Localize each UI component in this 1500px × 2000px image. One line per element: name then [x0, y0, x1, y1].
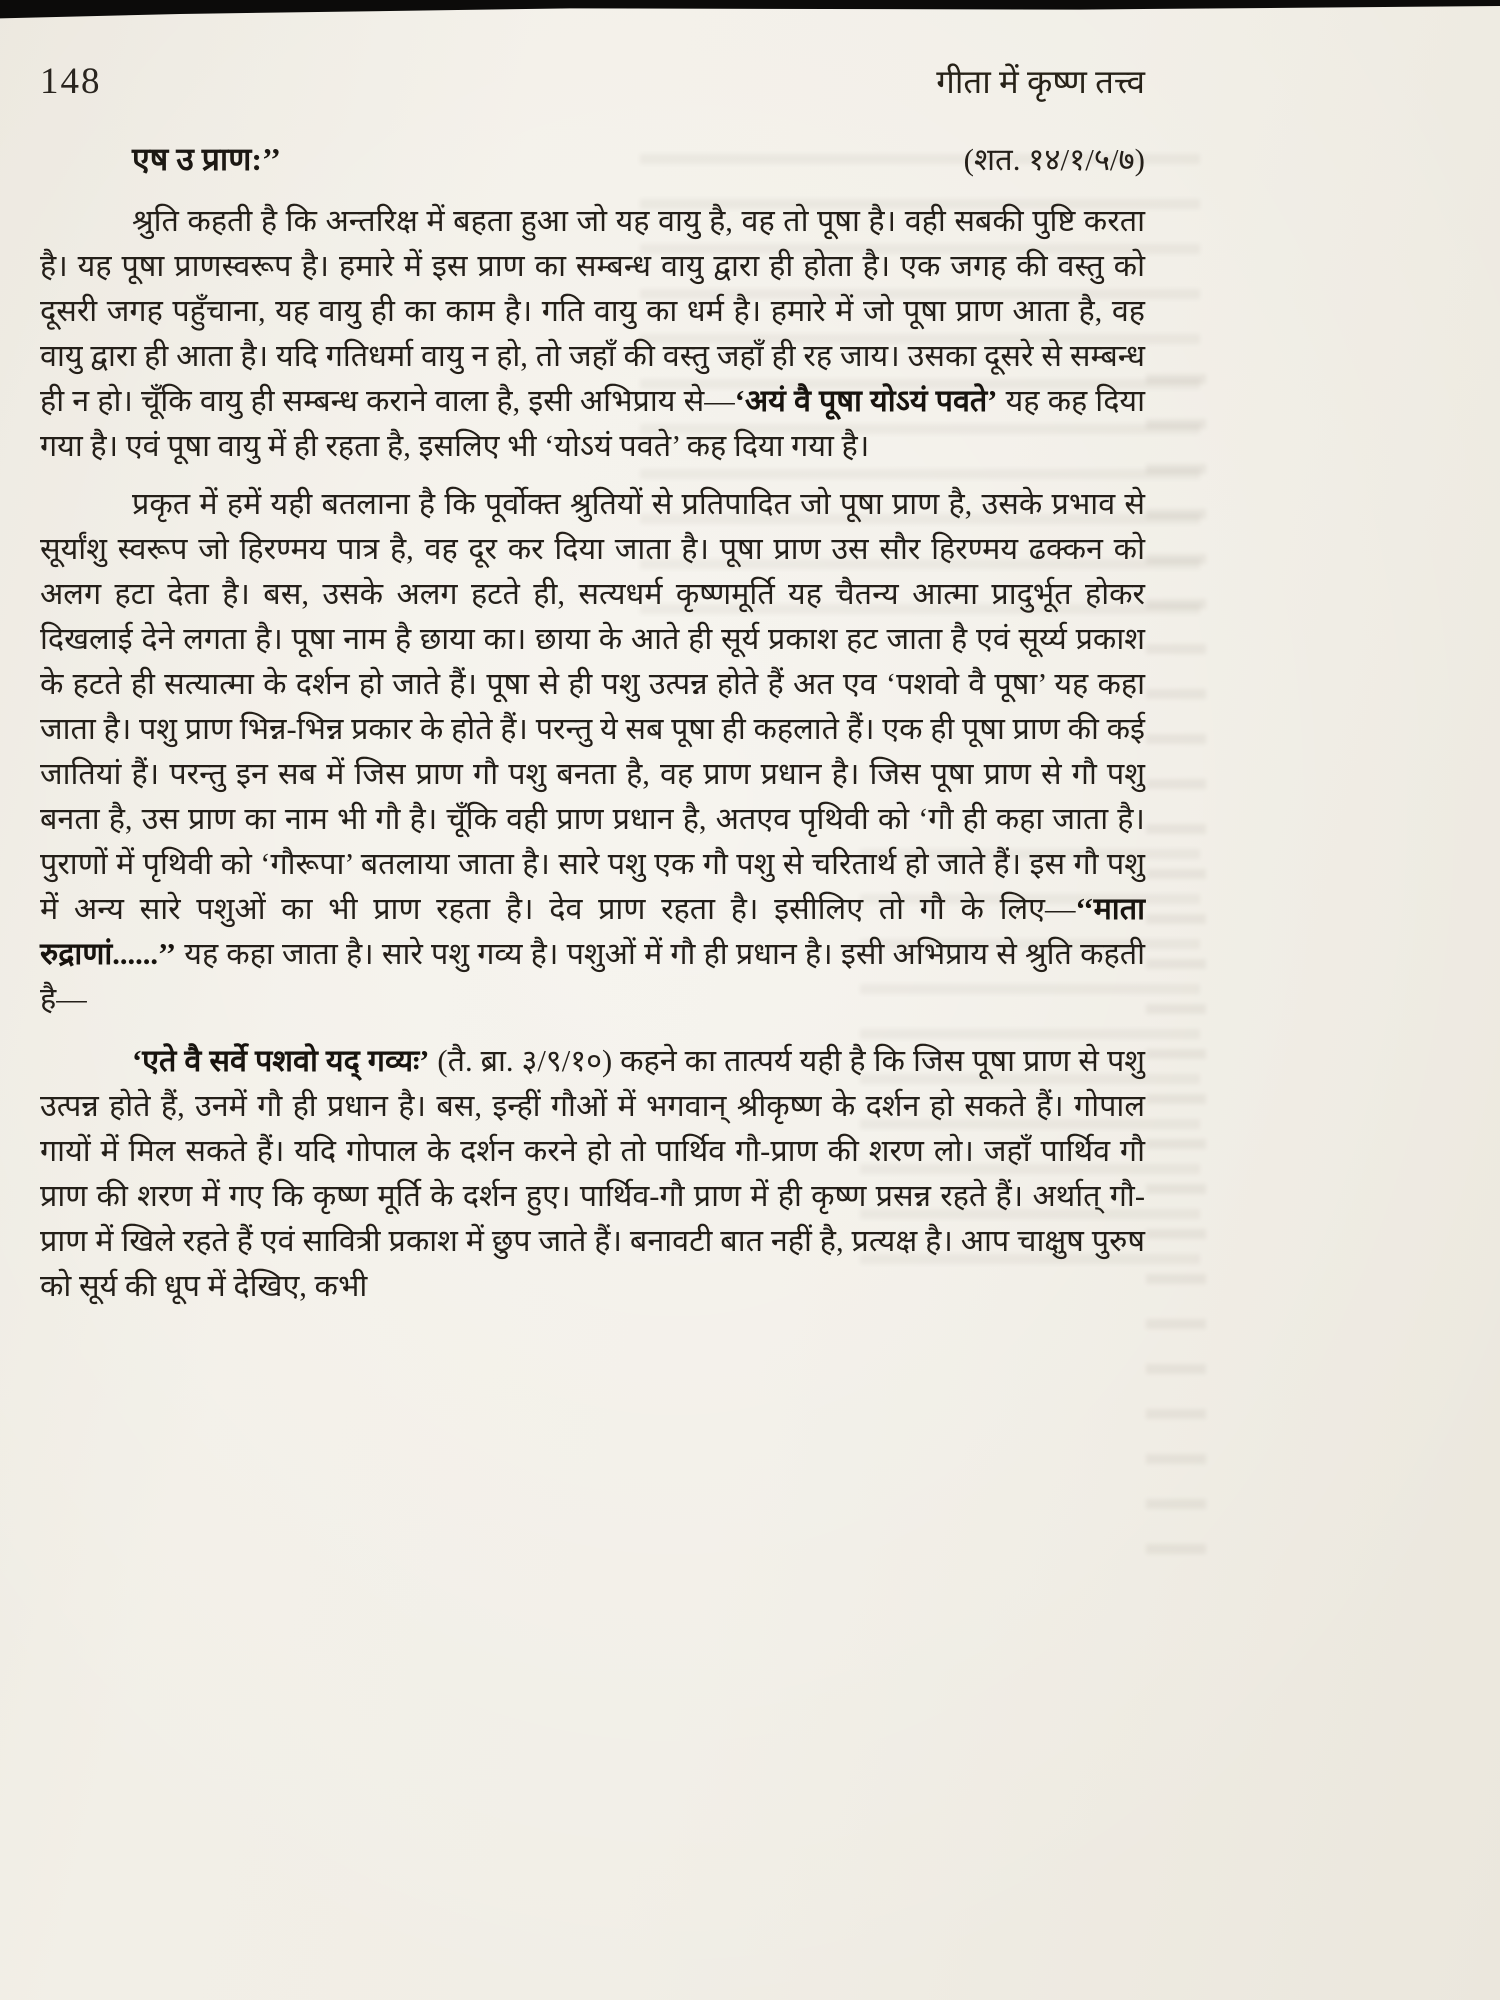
shruti-citation-row [40, 137, 1145, 180]
paragraph-1 [40, 199, 1145, 469]
text-run: श्रुति कहती है कि अन्तरिक्ष में बहता हुआ जो यह वायु है, वह तो पूषा है। वही सबकी पुष्टि करता है। यह पूषा प्राणस्वरूप है। हमारे में इस प्राण का सम्बन्ध वायु द्वारा ही होता है। एक जगह की वस्तु को दूसरी जगह पहुँचाना, यह वायु ही का काम है। गति वायु का धर्म है। हमारे में जो पूषा प्राण आता है, वह वायु द्वारा ही आता है। यदि गतिधर्मा वायु न हो, तो जहाँ की वस्तु जहाँ ही रह जाय। उसका दूसरे से सम्बन्ध ही न हो। चूँकि वायु ही सम्बन्ध कराने वाला है, इसी अभिप्राय से— [40, 204, 1145, 418]
bold-sanskrit-quote: ‘अयं वै पूषा योऽयं पवते’ [734, 384, 998, 418]
text-run: यह कहा जाता है। सारे पशु गव्य है। पशुओं में गौ ही प्रधान है। इसी अभिप्राय से श्रुति कहती है— [40, 937, 1145, 1016]
citation-reference: (शत. १४/१/५/७) [963, 142, 1145, 177]
bleed-through-artifact [1146, 360, 1206, 1580]
paragraph-2 [40, 482, 1145, 1022]
paragraph-3 [40, 1039, 1145, 1309]
bold-sanskrit-quote: ‘एते वै सर्वे पशवो यद् गव्यः’ [132, 1044, 430, 1078]
bold-sanskrit-quote: ‘‘माता रुद्राणां......’’ [40, 892, 1145, 971]
text-run: प्रकृत में हमें यही बतलाना है कि पूर्वोक्त श्रुतियों से प्रतिपादित जो पूषा प्राण है, उसके प्रभाव से सूर्यांशु स्वरूप जो हिरण्मय पात्र है, वह दूर कर दिया जाता है। पूषा प्राण उस सौर हिरण्मय ढक्कन को अलग हटा देता है। बस, उसके अलग हटते ही, सत्यधर्म कृष्णमूर्ति यह चैतन्य आत्मा प्रादुर्भूत होकर दिखलाई देने लगता है। पूषा नाम है छाया का। छाया के आते ही सूर्य प्रकाश हट जाता है एवं सूर्य्य प्रकाश के हटते ही सत्यात्मा के दर्शन हो जाते हैं। पूषा से ही पशु उत्पन्न होते हैं अत एव ‘पशवो वै पूषा’ यह कहा जाता है। पशु प्राण भिन्न-भिन्न प्रकार के होते हैं। परन्तु ये सब पूषा ही कहलाते हैं। एक ही पूषा प्राण की कई जातियां हैं। परन्तु इन सब में जिस प्राण गौ पशु बनता है, वह प्राण प्रधान है। जिस पूषा प्राण से गौ पशु बनता है, उस प्राण का नाम भी गौ है। चूँकि वही प्राण प्रधान है, अतएव पृथिवी को ‘गौ ही कहा जाता है। पुराणों में पृथिवी को ‘गौरूपा’ बतलाया जाता है। सारे पशु एक गौ पशु से चरितार्थ हो जाते हैं। इस गौ पशु में अन्य सारे पशुओं का भी प्राण रहता है। देव प्राण रहता है। इसीलिए तो गौ के लिए— [40, 487, 1145, 926]
running-head-title: गीता में कृष्ण तत्त्व [936, 65, 1145, 101]
text-run: यह कह दिया गया है। एवं पूषा वायु में ही रहता है, इसलिए भी ‘योऽयं पवते’ कह दिया गया है। [40, 384, 1145, 463]
text-run: (तै. ब्रा. ३/९/१०) कहने का तात्पर्य यही है कि जिस पूषा प्राण से पशु उत्पन्न होते हैं, उनमें गौ ही प्रधान है। बस, इन्हीं गौओं में भगवान् श्रीकृष्ण के दर्शन हो सकते हैं। गोपाल गायों में मिल सकते हैं। यदि गोपाल के दर्शन करने हो तो पार्थिव गौ-प्राण की शरण लो। जहाँ पार्थिव गौ प्राण की शरण में गए कि कृष्ण मूर्ति के दर्शन हुए। पार्थिव-गौ प्राण में ही कृष्ण प्रसन्न रहते हैं। अर्थात् गौ-प्राण में खिले रहते हैं एवं सावित्री प्रकाश में छुप जाते हैं। बनावटी बात नहीं है, प्रत्यक्ष है। आप चाक्षुष पुरुष को सूर्य की धूप में देखिए, कभी [40, 1044, 1146, 1303]
page-content [40, 0, 1145, 1309]
shruti-quote-ending: एष उ प्राण:’’ [132, 141, 281, 177]
page-number: 148 [40, 61, 102, 102]
page-header [40, 0, 1145, 103]
